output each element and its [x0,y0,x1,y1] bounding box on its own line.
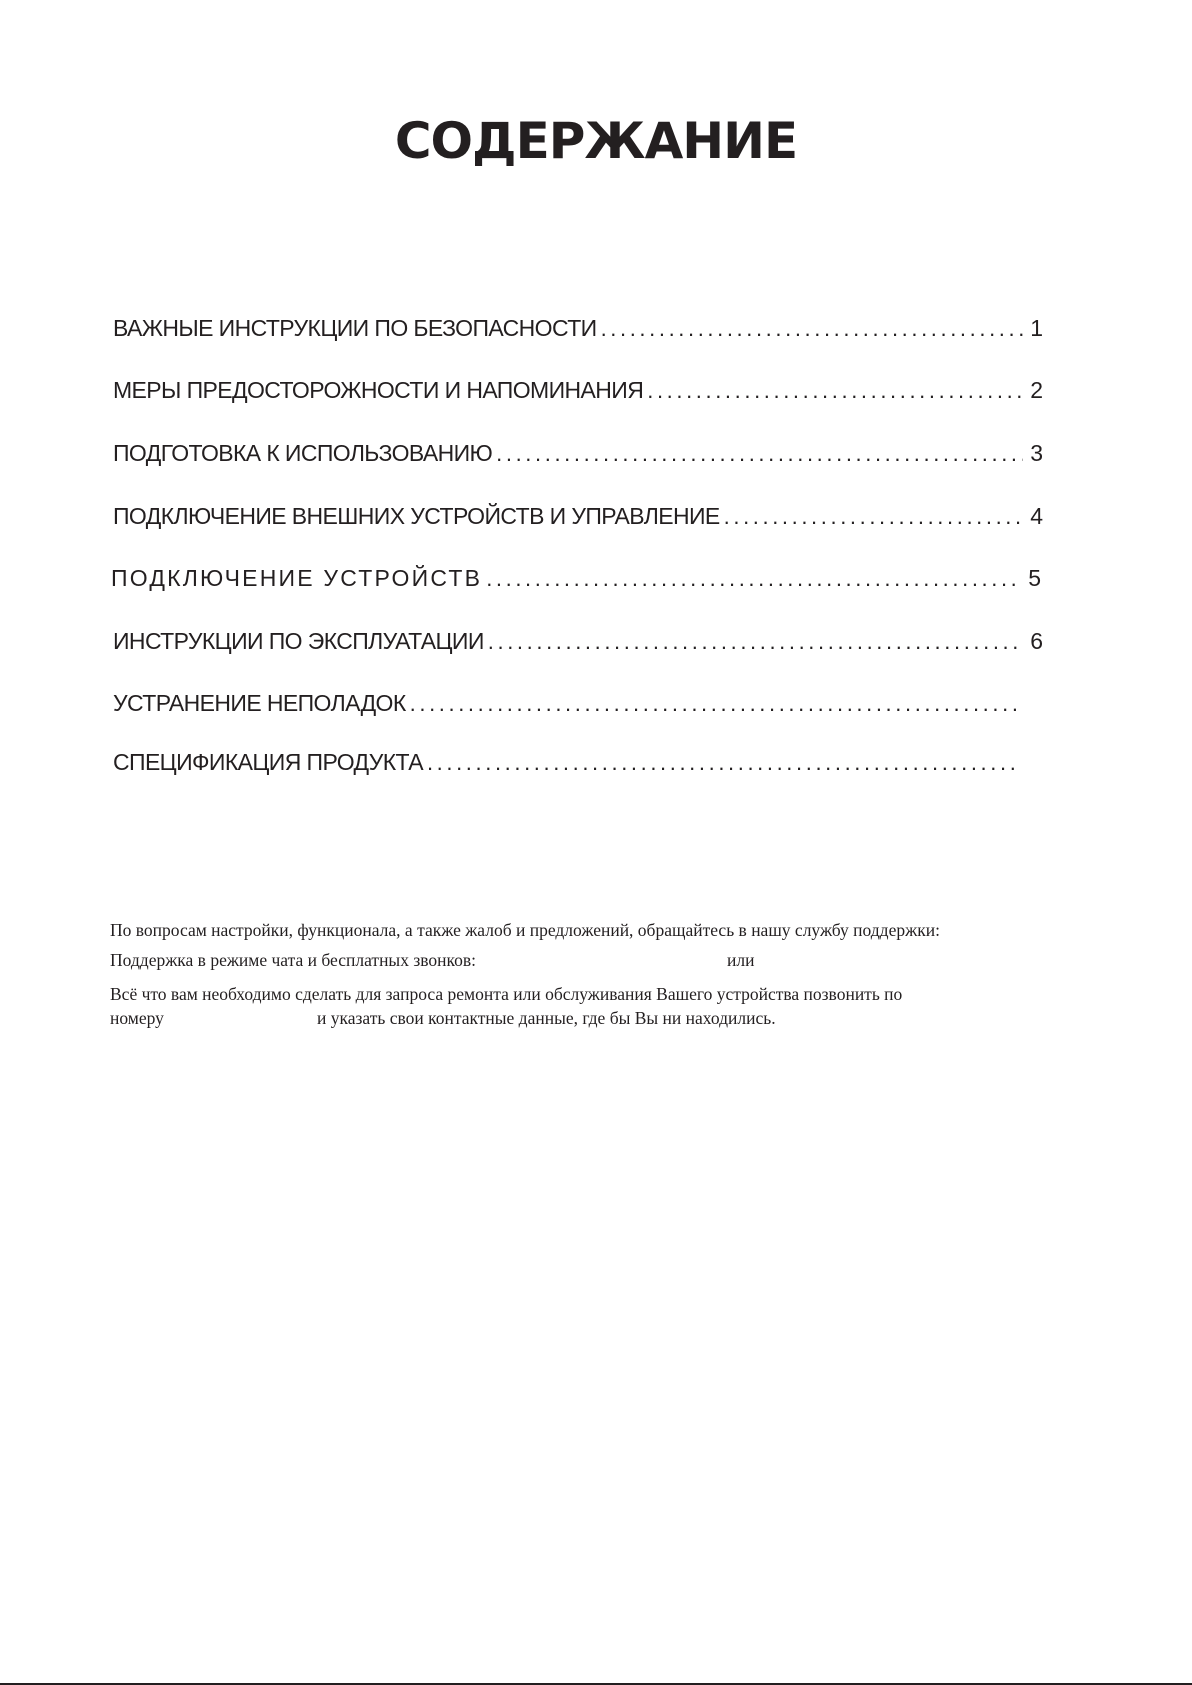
toc-leader-dots [410,691,1021,717]
toc-entry-label: ПОДКЛЮЧЕНИЕ ВНЕШНИХ УСТРОЙСТВ И УПРАВЛЕНИЕ [113,503,720,529]
toc-entry-label: ИНСТРУКЦИИ ПО ЭКСПЛУАТАЦИИ [113,628,484,654]
toc-page-number: 4 [1030,503,1043,529]
toc-entry-specification[interactable] [113,749,1043,783]
toc-entry-external-devices[interactable] [113,503,1043,537]
support-repair-number-label: номеру [110,1008,164,1028]
toc-leader-dots [486,566,1021,592]
toc-leader-dots [496,441,1023,467]
toc-page-number: 3 [1030,440,1043,466]
toc-entry-preparation[interactable] [113,440,1043,474]
support-intro-text: По вопросам настройки, функционала, а также жалоб и предложений, обращайтесь в нашу службу поддержки: [110,920,940,940]
toc-page-number: 6 [1030,628,1043,654]
toc-page-number: 5 [1028,565,1041,591]
toc-page-number: 2 [1030,377,1043,403]
toc-leader-dots [427,750,1021,776]
toc-entry-troubleshooting[interactable] [113,690,1043,724]
toc-entry-label: ВАЖНЫЕ ИНСТРУКЦИИ ПО БЕЗОПАСНОСТИ [113,315,597,341]
support-or-text: или [727,950,755,970]
toc-entry-precautions[interactable] [113,377,1043,411]
support-repair-line1: Всё что вам необходимо сделать для запроса ремонта или обслуживания Вашего устройства позвонить по [110,984,903,1004]
toc-entry-label: УСТРАНЕНИЕ НЕПОЛАДОК [113,690,406,716]
toc-entry-label: ПОДКЛЮЧЕНИЕ УСТРОЙСТВ [111,565,483,591]
toc-entry-label: МЕРЫ ПРЕДОСТОРОЖНОСТИ И НАПОМИНАНИЯ [113,377,644,403]
toc-entry-label: СПЕЦИФИКАЦИЯ ПРОДУКТА [113,749,423,775]
toc-page-number: 1 [1030,315,1043,341]
support-repair-line2 [110,1006,1030,1030]
toc-leader-dots [601,316,1023,342]
toc-leader-dots [647,378,1023,404]
support-repair-text [110,982,1030,1030]
support-repair-line2-rest: и указать свои контактные данные, где бы Вы ни находились. [317,1008,776,1028]
toc-leader-dots [724,504,1023,530]
support-chat-text [110,948,810,972]
page-title: СОДЕРЖАНИЕ [394,112,798,170]
toc-entry-operating-instructions[interactable] [113,628,1043,662]
support-chat-label: Поддержка в режиме чата и бесплатных звонков: [110,950,476,970]
toc-entry-label: ПОДГОТОВКА К ИСПОЛЬЗОВАНИЮ [113,440,493,466]
toc-leader-dots [488,629,1023,655]
toc-entry-safety[interactable] [113,315,1043,349]
toc-entry-device-connection[interactable] [111,565,1041,599]
